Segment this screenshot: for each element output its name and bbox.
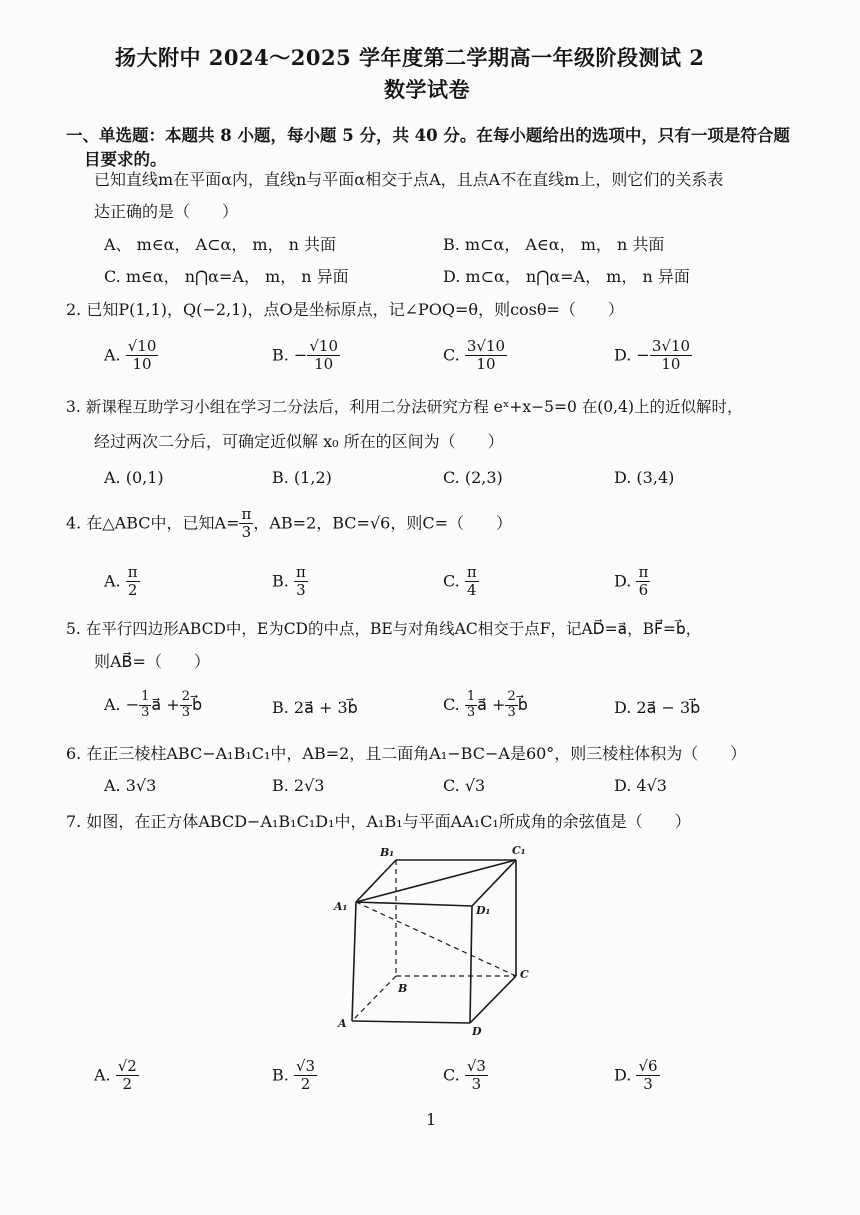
q1-option-b: B. m⊂α， A∈α， m， n 共面 xyxy=(443,235,665,254)
exam-subtitle: 数学试卷 xyxy=(384,77,470,102)
q1-line1: 已知直线m在平面α内，直线n与平面α相交于点A，且点A不在直线m上，则它们的关系表 xyxy=(94,170,724,189)
q6-text: 6. 在正三棱柱ABC−A₁B₁C₁中，AB=2，且二面角A₁−BC−A是60°，则三棱柱体积为（ ） xyxy=(66,744,747,763)
q7-option-d-fraction xyxy=(636,1058,659,1094)
edge-a-d xyxy=(352,1021,470,1023)
q6-option-b: B. 2√3 xyxy=(272,776,325,795)
q3-line2: 经过两次二分后，可确定近似解 x₀ 所在的区间为（ ） xyxy=(94,432,504,451)
q1-option-d: D. m⊂α， n⋂α=A， m， n 异面 xyxy=(443,267,690,286)
q4-option-c-fraction xyxy=(465,564,479,600)
q5-c-mid: a⃗ + xyxy=(477,694,506,714)
q2-c-den: 10 xyxy=(476,355,496,374)
q6-option-a: A. 3√3 xyxy=(104,776,157,795)
label-d1: D₁ xyxy=(476,904,491,917)
q2-a-den: 10 xyxy=(132,355,152,374)
diagonal-a1-c xyxy=(356,902,516,976)
q5-a-frac1-num: 1 xyxy=(141,689,150,704)
cube-solid-edges xyxy=(352,860,516,1023)
q7-option-d-label: D. xyxy=(614,1065,632,1085)
q7-c-den: 3 xyxy=(471,1075,482,1094)
q7-text: 7. 如图，在正方体ABCD−A₁B₁C₁D₁中，A₁B₁与平面AA₁C₁所成角的余弦值是（ ） xyxy=(66,812,691,831)
q4-a-den: 2 xyxy=(127,581,138,600)
q2-option-c-label: C. xyxy=(443,345,460,365)
q2-option-b-label: B. − xyxy=(272,345,308,365)
q4-d-den: 6 xyxy=(638,581,649,600)
q7-option-b xyxy=(272,1058,317,1094)
q1-line2: 达正确的是（ ） xyxy=(94,202,239,221)
q7-option-b-fraction xyxy=(294,1058,317,1094)
q2-a-num: √10 xyxy=(127,337,157,355)
q5-c-frac2 xyxy=(505,690,517,721)
q5-a-end: b⃗ xyxy=(192,694,203,714)
q5-a-mid: a⃗ + xyxy=(151,694,180,714)
q2-d-num: 3√10 xyxy=(651,337,691,355)
label-c: C xyxy=(520,968,529,981)
edge-d1-d xyxy=(470,906,472,1023)
q4-option-a xyxy=(104,564,140,600)
q5-c-frac1-num: 1 xyxy=(466,689,476,704)
q7-b-den: 2 xyxy=(300,1075,311,1094)
label-d: D xyxy=(472,1025,482,1038)
page-number: 1 xyxy=(426,1110,437,1129)
q5-option-a xyxy=(104,690,202,721)
q1-option-a: A、 m∈α， A⊂α， m， n 共面 xyxy=(104,235,337,254)
q3-line1: 3. 新课程互助学习小组在学习二分法后，利用二分法研究方程 eˣ+x−5=0 在(0,4)上的近似解时， xyxy=(66,398,743,416)
q5-c-frac1 xyxy=(465,690,477,721)
q2-option-a xyxy=(104,338,158,374)
q4-option-c-label: C. xyxy=(443,571,460,591)
q5-a-frac1-den: 3 xyxy=(141,704,150,720)
q7-option-a-fraction xyxy=(116,1058,139,1094)
section-heading-line1: 一、单选题：本题共 8 小题，每小题 5 分，共 40 分。在每小题给出的选项中，只有一项是符合题 xyxy=(66,126,790,145)
q4-b-num: π xyxy=(295,563,306,581)
q4-angle-num: π xyxy=(241,505,252,523)
q4-option-d-fraction xyxy=(636,564,650,600)
q7-d-num: √6 xyxy=(638,1057,658,1075)
q7-option-d xyxy=(614,1058,660,1094)
edge-a1-d1 xyxy=(356,902,472,906)
cube-hidden-edges xyxy=(352,860,516,1021)
q4-angle-den: 3 xyxy=(241,523,252,542)
edge-c1-d1 xyxy=(472,860,516,906)
q5-c-frac1-den: 3 xyxy=(466,704,476,720)
q4-a-num: π xyxy=(127,563,138,581)
q2-option-d-label: D. − xyxy=(614,345,650,365)
q7-c-num: √3 xyxy=(466,1057,486,1075)
q7-a-num: √2 xyxy=(117,1057,137,1075)
q2-b-den: 10 xyxy=(314,355,334,374)
q5-c-frac2-num: 2 xyxy=(507,689,516,704)
q3-option-a: A. (0,1) xyxy=(104,468,164,487)
q2-option-d-fraction xyxy=(650,338,692,374)
q5-option-a-label: A. − xyxy=(104,694,140,714)
q6-option-c: C. √3 xyxy=(443,776,486,795)
q7-d-den: 3 xyxy=(643,1075,653,1094)
q1-option-c: C. m∈α， n⋂α=A， m， n 异面 xyxy=(104,267,349,286)
q5-option-d: D. 2a⃗ − 3b⃗ xyxy=(614,698,701,717)
q2-c-num: 3√10 xyxy=(466,337,506,355)
q2-option-b-fraction xyxy=(307,338,340,374)
q5-option-c-label: C. xyxy=(443,694,460,714)
q2-option-a-fraction xyxy=(126,338,159,374)
q7-b-num: √3 xyxy=(295,1057,316,1075)
q2-option-c xyxy=(443,338,507,374)
q4-b-den: 3 xyxy=(296,581,306,600)
label-a: A xyxy=(338,1017,347,1030)
q4-d-num: π xyxy=(638,563,649,581)
q2-d-den: 10 xyxy=(661,355,681,374)
q2-option-d xyxy=(614,338,692,374)
q5-a-frac2-num: 2 xyxy=(181,689,190,704)
q4-c-num: π xyxy=(466,563,477,581)
q7-option-a-label: A. xyxy=(94,1065,111,1085)
q3-option-b: B. (1,2) xyxy=(272,468,332,487)
q4-option-b-fraction xyxy=(294,564,308,600)
q5-line2: 则AB⃗=（ ） xyxy=(94,652,210,671)
edge-a1-b1 xyxy=(356,860,396,902)
q5-c-end: b⃗ xyxy=(517,694,528,714)
q2-option-a-label: A. xyxy=(104,345,121,365)
q4-option-c xyxy=(443,564,479,600)
exam-title: 扬大附中 2024～2025 学年度第二学期高一年级阶段测试 2 xyxy=(115,45,705,70)
q7-option-a xyxy=(94,1058,139,1094)
q4-option-a-fraction xyxy=(126,564,140,600)
q4-option-b-label: B. xyxy=(272,571,289,591)
diagonal-a1-c1 xyxy=(356,860,516,902)
cube-figure xyxy=(330,838,540,1043)
q7-option-c-label: C. xyxy=(443,1065,460,1085)
q6-option-d: D. 4√3 xyxy=(614,776,667,795)
q4-option-a-label: A. xyxy=(104,571,121,591)
q2-text: 2. 已知P(1,1)，Q(−2,1)，点O是坐标原点，记∠POQ=θ，则cosθ=（ ） xyxy=(66,300,624,319)
q4-text xyxy=(66,506,512,542)
q5-line1: 5. 在平行四边形ABCD中，E为CD的中点，BE与对角线AC相交于点F，记AD⃗=a⃗，BF⃗=b⃗， xyxy=(66,620,702,638)
q2-option-c-fraction xyxy=(465,338,507,374)
q4-angle-fraction xyxy=(239,506,253,542)
q5-option-b: B. 2a⃗ + 3b⃗ xyxy=(272,698,358,717)
label-c1: C₁ xyxy=(512,844,526,857)
q7-a-den: 2 xyxy=(122,1075,133,1094)
label-b: B xyxy=(398,982,408,995)
edge-d-c xyxy=(470,976,516,1023)
q4-option-d xyxy=(614,564,650,600)
q4-text-post: ，AB=2，BC=√6，则C=（ ） xyxy=(253,513,512,533)
q3-option-c: C. (2,3) xyxy=(443,468,503,487)
q4-c-den: 4 xyxy=(467,581,477,600)
q7-option-b-label: B. xyxy=(272,1065,289,1085)
q4-text-pre: 4. 在△ABC中，已知A= xyxy=(66,513,240,533)
label-b1: B₁ xyxy=(380,846,395,859)
q2-b-num: √10 xyxy=(309,337,338,355)
q4-option-b xyxy=(272,564,308,600)
q2-option-b xyxy=(272,338,340,374)
q5-option-c xyxy=(443,690,528,721)
q5-a-frac2-den: 3 xyxy=(181,704,190,720)
q7-option-c xyxy=(443,1058,488,1094)
q7-option-c-fraction xyxy=(465,1058,488,1094)
q5-a-frac1 xyxy=(139,690,151,721)
edge-b-a xyxy=(352,976,396,1021)
q5-a-frac2 xyxy=(180,690,192,721)
label-a1: A₁ xyxy=(334,900,348,913)
section-heading-line2: 目要求的。 xyxy=(84,150,167,169)
q4-option-d-label: D. xyxy=(614,571,632,591)
edge-a1-a xyxy=(352,902,356,1021)
q5-c-frac2-den: 3 xyxy=(507,704,516,720)
q3-option-d: D. (3,4) xyxy=(614,468,675,487)
